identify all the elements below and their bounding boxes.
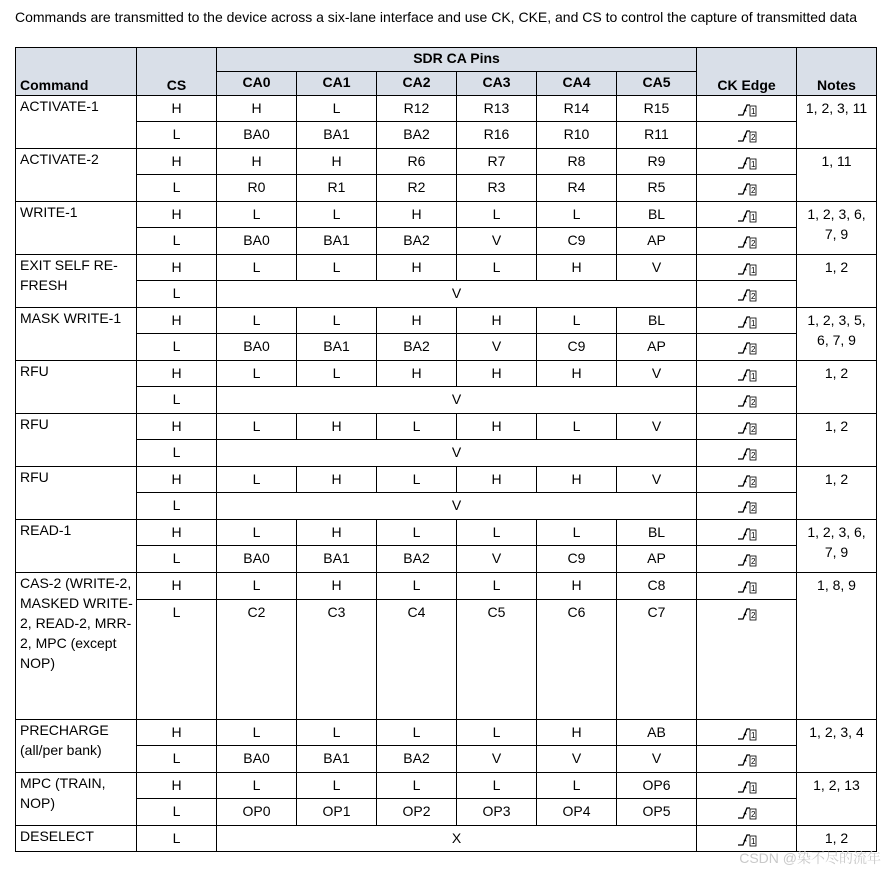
table-row [16,228,877,255]
ca3-cell: L [457,720,537,746]
cs-cell: H [137,467,217,493]
header-cs: CS [137,48,217,96]
ca5-cell: R5 [617,175,697,202]
edge-number: 1 [750,372,755,382]
table-row [16,175,877,202]
rising-edge-icon [737,527,757,541]
edge-number: 2 [750,557,755,567]
rising-edge-icon [737,421,757,435]
notes-cell: 1, 2, 3, 6, 7, 9 [797,520,877,573]
command-cell: DESELECT [16,826,137,852]
edge-number: 2 [750,292,755,302]
ca3-cell: L [457,202,537,228]
ca5-cell: V [617,467,697,493]
edge-number: 2 [750,757,755,767]
ca-span-cell: V [217,281,697,308]
header-ck-edge: CK Edge [697,48,797,96]
cs-cell: L [137,799,217,826]
ca3-cell: L [457,520,537,546]
table-row [16,361,877,387]
command-cell: CAS-2 (WRITE-2, MASKED WRITE-2, READ-2, MRR-2, MPC (except NOP) [16,573,137,720]
ca5-cell: AP [617,228,697,255]
ca5-cell: OP6 [617,773,697,799]
ca5-cell: C8 [617,573,697,600]
ca1-cell: C3 [297,600,377,720]
ck-edge-cell [697,520,797,546]
ca0-cell: L [217,573,297,600]
edge-number: 1 [750,784,755,794]
ca1-cell: BA1 [297,122,377,149]
ca2-cell: BA2 [377,122,457,149]
notes-cell: 1, 2, 3, 11 [797,96,877,149]
rising-edge-icon [737,156,757,170]
table-row [16,334,877,361]
ca3-cell: R13 [457,96,537,122]
ck-edge-cell [697,720,797,746]
ca2-cell: L [377,773,457,799]
rising-edge-icon [737,580,757,594]
header-ca3: CA3 [457,72,537,96]
ca-span-cell: V [217,440,697,467]
ca0-cell: R0 [217,175,297,202]
ca2-cell: H [377,202,457,228]
ca2-cell: L [377,414,457,440]
ca0-cell: L [217,308,297,334]
ca5-cell: R9 [617,149,697,175]
ca2-cell: H [377,361,457,387]
table-body [16,96,877,852]
ca3-cell: C5 [457,600,537,720]
ck-edge-cell [697,546,797,573]
cs-cell: L [137,122,217,149]
ca0-cell: L [217,720,297,746]
command-cell: EXIT SELF RE-FRESH [16,255,137,308]
edge-number: 2 [750,186,755,196]
ca3-cell: L [457,573,537,600]
ca1-cell: L [297,96,377,122]
ca1-cell: L [297,255,377,281]
command-cell: MASK WRITE-1 [16,308,137,361]
ca0-cell: L [217,255,297,281]
cs-cell: H [137,202,217,228]
command-cell: MPC (TRAIN, NOP) [16,773,137,826]
cs-cell: L [137,826,217,852]
rising-edge-icon [737,182,757,196]
table-row [16,546,877,573]
table-row [16,255,877,281]
header-notes: Notes [797,48,877,96]
edge-number: 2 [750,611,755,621]
ca5-cell: C7 [617,600,697,720]
notes-cell: 1, 2, 13 [797,773,877,826]
notes-cell: 1, 8, 9 [797,573,877,720]
ck-edge-cell [697,202,797,228]
rising-edge-icon [737,833,757,847]
ca1-cell: L [297,773,377,799]
table-row [16,600,877,720]
table-row [16,720,877,746]
ca4-cell: H [537,573,617,600]
ca4-cell: V [537,746,617,773]
ca5-cell: V [617,414,697,440]
ca5-cell: V [617,255,697,281]
table-row [16,149,877,175]
ca0-cell: L [217,202,297,228]
ca0-cell: L [217,773,297,799]
rising-edge-icon [737,368,757,382]
cs-cell: H [137,308,217,334]
ca3-cell: R3 [457,175,537,202]
ca4-cell: L [537,414,617,440]
notes-cell: 1, 11 [797,149,877,202]
rising-edge-icon [737,262,757,276]
ca1-cell: L [297,202,377,228]
ck-edge-cell [697,573,797,600]
rising-edge-icon [737,553,757,567]
ca0-cell: BA0 [217,122,297,149]
ca0-cell: L [217,361,297,387]
header-command: Command [16,48,137,96]
ca3-cell: H [457,361,537,387]
notes-cell: 1, 2 [797,826,877,852]
ca4-cell: C6 [537,600,617,720]
rising-edge-icon [737,341,757,355]
ca2-cell: L [377,720,457,746]
table-row [16,746,877,773]
header-ca2: CA2 [377,72,457,96]
ck-edge-cell [697,149,797,175]
rising-edge-icon [737,780,757,794]
notes-cell: 1, 2, 3, 5, 6, 7, 9 [797,308,877,361]
ca2-cell: R6 [377,149,457,175]
ca4-cell: H [537,720,617,746]
ca4-cell: C9 [537,334,617,361]
ca0-cell: BA0 [217,546,297,573]
ca4-cell: H [537,255,617,281]
table-row [16,573,877,600]
ca4-cell: R4 [537,175,617,202]
ck-edge-cell [697,175,797,202]
ca1-cell: BA1 [297,228,377,255]
header-sdr-ca-pins: SDR CA Pins [217,48,697,72]
ca0-cell: H [217,96,297,122]
ca3-cell: R7 [457,149,537,175]
table-row [16,799,877,826]
ck-edge-cell [697,493,797,520]
ca5-cell: BL [617,520,697,546]
ca4-cell: H [537,361,617,387]
ca2-cell: BA2 [377,334,457,361]
table-row [16,467,877,493]
table-row [16,308,877,334]
cs-cell: L [137,175,217,202]
cs-cell: H [137,573,217,600]
rising-edge-icon [737,129,757,143]
ca0-cell: BA0 [217,334,297,361]
edge-number: 2 [750,504,755,514]
cs-cell: L [137,440,217,467]
notes-cell: 1, 2 [797,467,877,520]
command-cell: RFU [16,361,137,414]
ca4-cell: R10 [537,122,617,149]
cs-cell: L [137,493,217,520]
notes-cell: 1, 2 [797,361,877,414]
ck-edge-cell [697,122,797,149]
ca5-cell: AP [617,546,697,573]
edge-number: 1 [750,107,755,117]
ca0-cell: BA0 [217,228,297,255]
cs-cell: H [137,720,217,746]
ca5-cell: V [617,361,697,387]
rising-edge-icon [737,806,757,820]
edge-number: 1 [750,584,755,594]
ck-edge-cell [697,746,797,773]
ck-edge-cell [697,799,797,826]
ca4-cell: L [537,308,617,334]
cs-cell: L [137,600,217,720]
header-ca4: CA4 [537,72,617,96]
ck-edge-cell [697,414,797,440]
ca5-cell: BL [617,308,697,334]
rising-edge-icon [737,753,757,767]
ca4-cell: L [537,520,617,546]
header-ca0: CA0 [217,72,297,96]
cs-cell: L [137,546,217,573]
ca1-cell: BA1 [297,334,377,361]
cs-cell: L [137,281,217,308]
ck-edge-cell [697,255,797,281]
rising-edge-icon [737,103,757,117]
ck-edge-cell [697,387,797,414]
rising-edge-icon [737,607,757,621]
rising-edge-icon [737,447,757,461]
ca1-cell: BA1 [297,546,377,573]
ca4-cell: L [537,202,617,228]
edge-number: 1 [750,837,755,847]
edge-number: 2 [750,345,755,355]
ca3-cell: L [457,773,537,799]
cs-cell: H [137,520,217,546]
cs-cell: L [137,746,217,773]
ca1-cell: H [297,414,377,440]
edge-number: 1 [750,531,755,541]
ca2-cell: C4 [377,600,457,720]
ca5-cell: BL [617,202,697,228]
notes-cell: 1, 2 [797,414,877,467]
ca2-cell: OP2 [377,799,457,826]
ca3-cell: L [457,255,537,281]
ca-span-cell: V [217,387,697,414]
ca2-cell: L [377,573,457,600]
ca1-cell: L [297,308,377,334]
ca1-cell: H [297,573,377,600]
ck-edge-cell [697,600,797,720]
edge-number: 2 [750,239,755,249]
cs-cell: L [137,334,217,361]
table-caption: Commands are transmitted to the device across a six-lane interface and use CK, CKE, and CS to control the capture of transmitted data [15,9,857,25]
ca1-cell: L [297,361,377,387]
watermark: CSDN @染不尽的流年 [739,850,881,866]
ca3-cell: V [457,746,537,773]
ca0-cell: C2 [217,600,297,720]
ca3-cell: V [457,334,537,361]
ca3-cell: R16 [457,122,537,149]
ca1-cell: H [297,467,377,493]
ca2-cell: BA2 [377,228,457,255]
edge-number: 2 [750,425,755,435]
ck-edge-cell [697,773,797,799]
command-cell: ACTIVATE-1 [16,96,137,149]
ca2-cell: BA2 [377,746,457,773]
ca5-cell: R11 [617,122,697,149]
cs-cell: H [137,255,217,281]
notes-cell: 1, 2, 3, 4 [797,720,877,773]
command-cell: PRECHARGE (all/per bank) [16,720,137,773]
header-ca5: CA5 [617,72,697,96]
rising-edge-icon [737,209,757,223]
ca3-cell: V [457,546,537,573]
ca3-cell: H [457,308,537,334]
edge-number: 1 [750,731,755,741]
ca4-cell: L [537,773,617,799]
command-cell: ACTIVATE-2 [16,149,137,202]
ca1-cell: H [297,520,377,546]
ca5-cell: AP [617,334,697,361]
cs-cell: H [137,361,217,387]
ca2-cell: H [377,308,457,334]
edge-number: 2 [750,451,755,461]
ca5-cell: V [617,746,697,773]
command-cell: READ-1 [16,520,137,573]
ca0-cell: L [217,414,297,440]
rising-edge-icon [737,727,757,741]
sdr-ca-pins-table [15,47,877,852]
rising-edge-icon [737,474,757,488]
table-row [16,414,877,440]
ca0-cell: BA0 [217,746,297,773]
ca1-cell: H [297,149,377,175]
ck-edge-cell [697,96,797,122]
ca2-cell: BA2 [377,546,457,573]
ca4-cell: C9 [537,228,617,255]
edge-number: 1 [750,213,755,223]
ca0-cell: L [217,520,297,546]
ca2-cell: R12 [377,96,457,122]
table-row [16,440,877,467]
ca2-cell: R2 [377,175,457,202]
cs-cell: H [137,149,217,175]
table-row [16,387,877,414]
ca1-cell: BA1 [297,746,377,773]
ca5-cell: R15 [617,96,697,122]
rising-edge-icon [737,235,757,249]
command-cell: RFU [16,467,137,520]
edge-number: 1 [750,266,755,276]
table-row [16,493,877,520]
ca2-cell: H [377,255,457,281]
ck-edge-cell [697,440,797,467]
notes-cell: 1, 2 [797,255,877,308]
ck-edge-cell [697,361,797,387]
ca3-cell: V [457,228,537,255]
ck-edge-cell [697,334,797,361]
ca4-cell: R14 [537,96,617,122]
edge-number: 2 [750,810,755,820]
cs-cell: L [137,387,217,414]
ck-edge-cell [697,467,797,493]
ca4-cell: C9 [537,546,617,573]
rising-edge-icon [737,315,757,329]
edge-number: 2 [750,398,755,408]
ca4-cell: H [537,467,617,493]
edge-number: 2 [750,478,755,488]
table-row [16,122,877,149]
ca-span-cell: V [217,493,697,520]
cs-cell: H [137,96,217,122]
ca-span-cell: X [217,826,697,852]
header-ca1: CA1 [297,72,377,96]
ca3-cell: H [457,467,537,493]
ca4-cell: OP4 [537,799,617,826]
ca1-cell: R1 [297,175,377,202]
ca0-cell: OP0 [217,799,297,826]
rising-edge-icon [737,394,757,408]
ca3-cell: H [457,414,537,440]
ca0-cell: H [217,149,297,175]
table-row [16,281,877,308]
table-row [16,96,877,122]
ca4-cell: R8 [537,149,617,175]
table-row [16,773,877,799]
table-row [16,520,877,546]
ck-edge-cell [697,308,797,334]
table-row [16,202,877,228]
edge-number: 1 [750,160,755,170]
ca5-cell: AB [617,720,697,746]
ca1-cell: L [297,720,377,746]
ca5-cell: OP5 [617,799,697,826]
command-cell: RFU [16,414,137,467]
command-cell: WRITE-1 [16,202,137,255]
edge-number: 2 [750,133,755,143]
ca2-cell: L [377,520,457,546]
cs-cell: H [137,773,217,799]
cs-cell: H [137,414,217,440]
rising-edge-icon [737,288,757,302]
ck-edge-cell [697,228,797,255]
ca3-cell: OP3 [457,799,537,826]
ca2-cell: L [377,467,457,493]
ca1-cell: OP1 [297,799,377,826]
ca0-cell: L [217,467,297,493]
cs-cell: L [137,228,217,255]
ck-edge-cell [697,281,797,308]
rising-edge-icon [737,500,757,514]
notes-cell: 1, 2, 3, 6, 7, 9 [797,202,877,255]
edge-number: 1 [750,319,755,329]
